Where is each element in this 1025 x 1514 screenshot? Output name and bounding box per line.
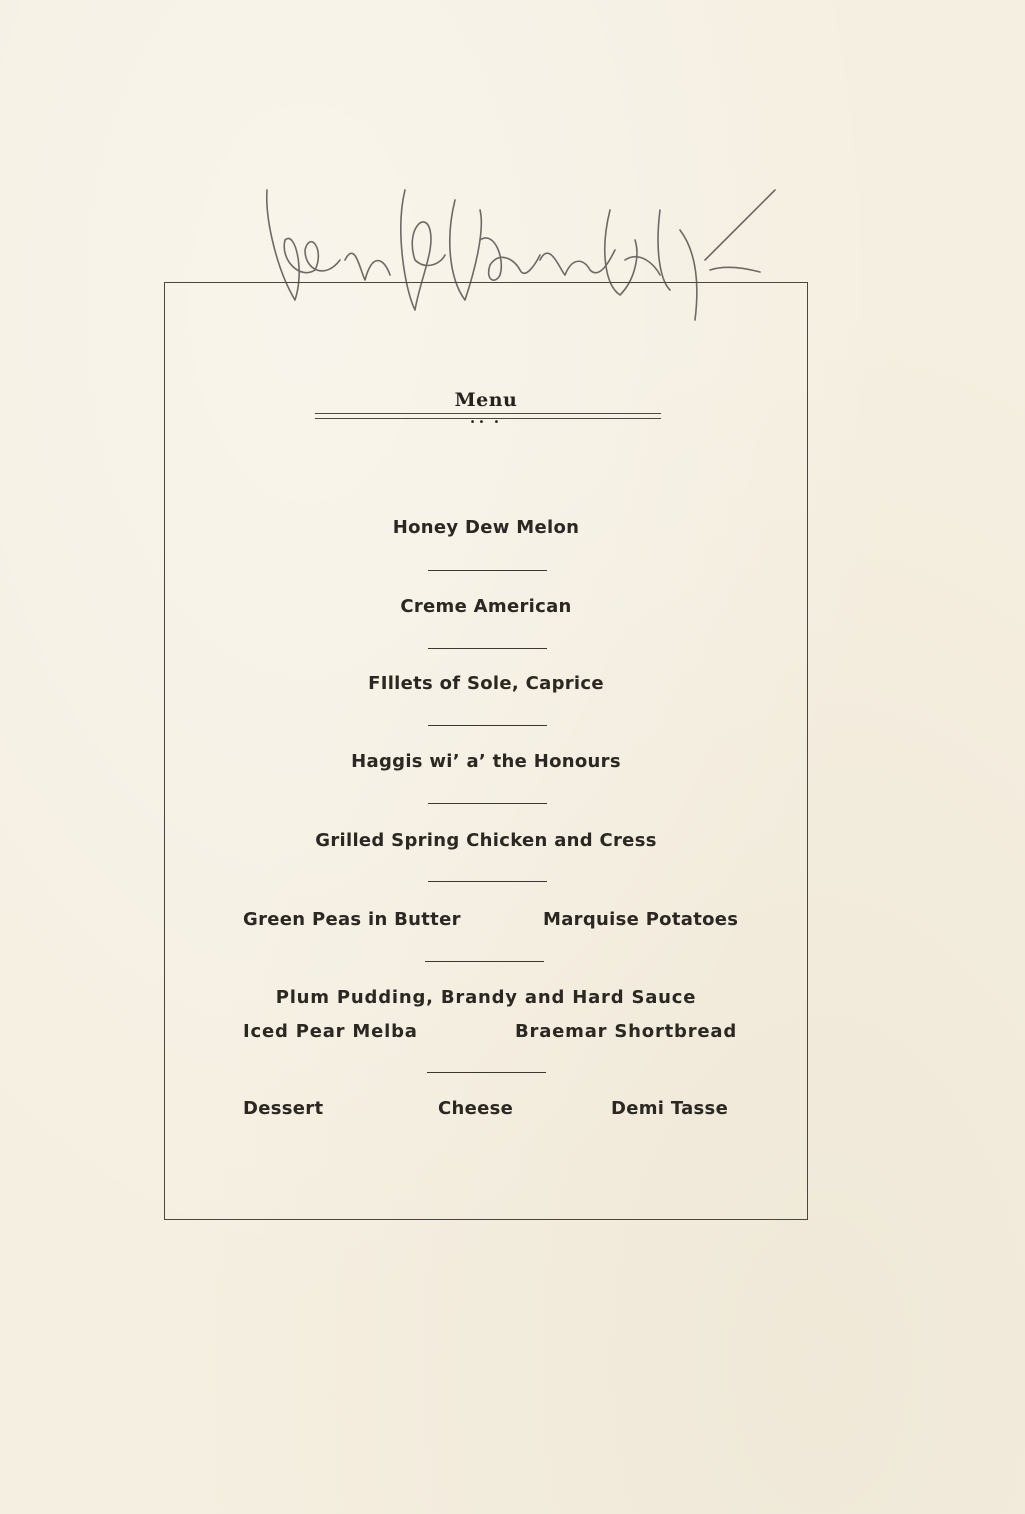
finale-cheese: Cheese (438, 1098, 514, 1119)
sweet-plum-pudding: Plum Pudding, Brandy and Hard Sauce (275, 987, 697, 1008)
finale-demi-tasse: Demi Tasse (611, 1098, 729, 1119)
course-creme-american: Creme American (400, 596, 572, 617)
course-divider (428, 648, 547, 649)
course-divider (428, 803, 547, 804)
course-divider (427, 1072, 546, 1073)
finale-dessert: Dessert (243, 1098, 324, 1119)
course-divider (425, 961, 544, 962)
course-divider (428, 725, 547, 726)
course-divider (428, 570, 547, 571)
course-divider (428, 881, 547, 882)
side-green-peas: Green Peas in Butter (243, 909, 461, 930)
menu-title: Menu (454, 389, 518, 411)
course-grilled-chicken: Grilled Spring Chicken and Cress (315, 830, 657, 851)
course-honey-dew-melon: Honey Dew Melon (392, 517, 580, 538)
course-fillets-of-sole: FIllets of Sole, Caprice (368, 673, 604, 694)
title-ornament: •• • (469, 417, 503, 428)
course-haggis: Haggis wi’ a’ the Honours (351, 751, 621, 772)
side-marquise-potatoes: Marquise Potatoes (543, 909, 739, 930)
sweet-iced-pear-melba: Iced Pear Melba (243, 1021, 418, 1042)
sweet-braemar-shortbread: Braemar Shortbread (515, 1021, 738, 1042)
menu-frame (164, 282, 808, 1220)
